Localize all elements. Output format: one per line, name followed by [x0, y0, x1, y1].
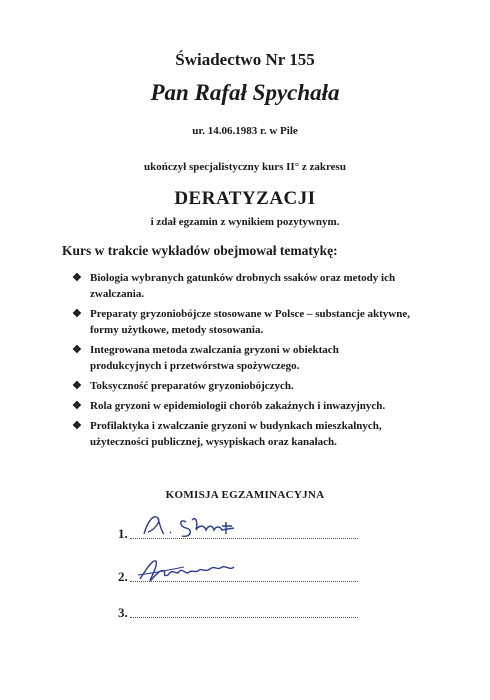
commission-heading: KOMISJA EGZAMINACYJNA — [165, 489, 325, 501]
course-subject: DERATYZACJI — [174, 188, 316, 209]
signature-row-2 — [118, 565, 358, 585]
birth-info: ur. 14.06.1983 r. w Pile — [192, 125, 298, 137]
diamond-bullet-icon: ❖ — [72, 272, 82, 284]
topic-text: Profilaktyka i zwalczanie gryzoni w budynkach mieszkalnych, użyteczności publicznej, wysypiskach oraz kanałach. — [90, 420, 382, 448]
topic-text: Preparaty gryzoniobójcze stosowane w Polsce – substancje aktywne, formy użytkowe, metody stosowania. — [90, 308, 410, 336]
signature-number: 2. — [118, 569, 128, 584]
list-item — [72, 398, 412, 414]
exam-result: i zdał egzamin z wynikiem pozytywnym. — [150, 216, 340, 228]
recipient-name: Pan Rafał Spychała — [150, 80, 340, 105]
list-item — [72, 418, 412, 450]
signature-row-3 — [118, 601, 358, 621]
list-item — [72, 342, 412, 374]
signature-number: 3. — [118, 605, 128, 620]
diamond-bullet-icon: ❖ — [72, 380, 82, 392]
topic-text: Toksyczność preparatów gryzoniobójczych. — [90, 380, 294, 392]
certificate-title: Świadectwo Nr 155 — [175, 50, 315, 69]
signature-row-1 — [118, 522, 358, 542]
topics-list — [72, 270, 412, 454]
topics-heading: Kurs w trakcie wykładów obejmował tematykę: — [62, 243, 338, 258]
topic-text: Integrowana metoda zwalczania gryzoni w obiektach produkcyjnych i przetwórstwa spożywczego. — [90, 344, 339, 372]
handwritten-signature-2 — [134, 555, 274, 585]
topic-text: Rola gryzoni w epidemiologii chorób zakaźnych i inwazyjnych. — [90, 400, 386, 412]
list-item — [72, 270, 412, 302]
handwritten-signature-1 — [134, 512, 274, 542]
diamond-bullet-icon: ❖ — [72, 308, 82, 320]
list-item — [72, 378, 412, 394]
signature-line — [130, 617, 358, 618]
course-completed-text: ukończył specjalistyczny kurs II° z zakresu — [144, 161, 346, 173]
topic-text: Biologia wybranych gatunków drobnych ssaków oraz metody ich zwalczania. — [90, 272, 396, 300]
diamond-bullet-icon: ❖ — [72, 420, 82, 432]
diamond-bullet-icon: ❖ — [72, 400, 82, 412]
list-item — [72, 306, 412, 338]
signature-number: 1. — [118, 526, 128, 541]
diamond-bullet-icon: ❖ — [72, 344, 82, 356]
